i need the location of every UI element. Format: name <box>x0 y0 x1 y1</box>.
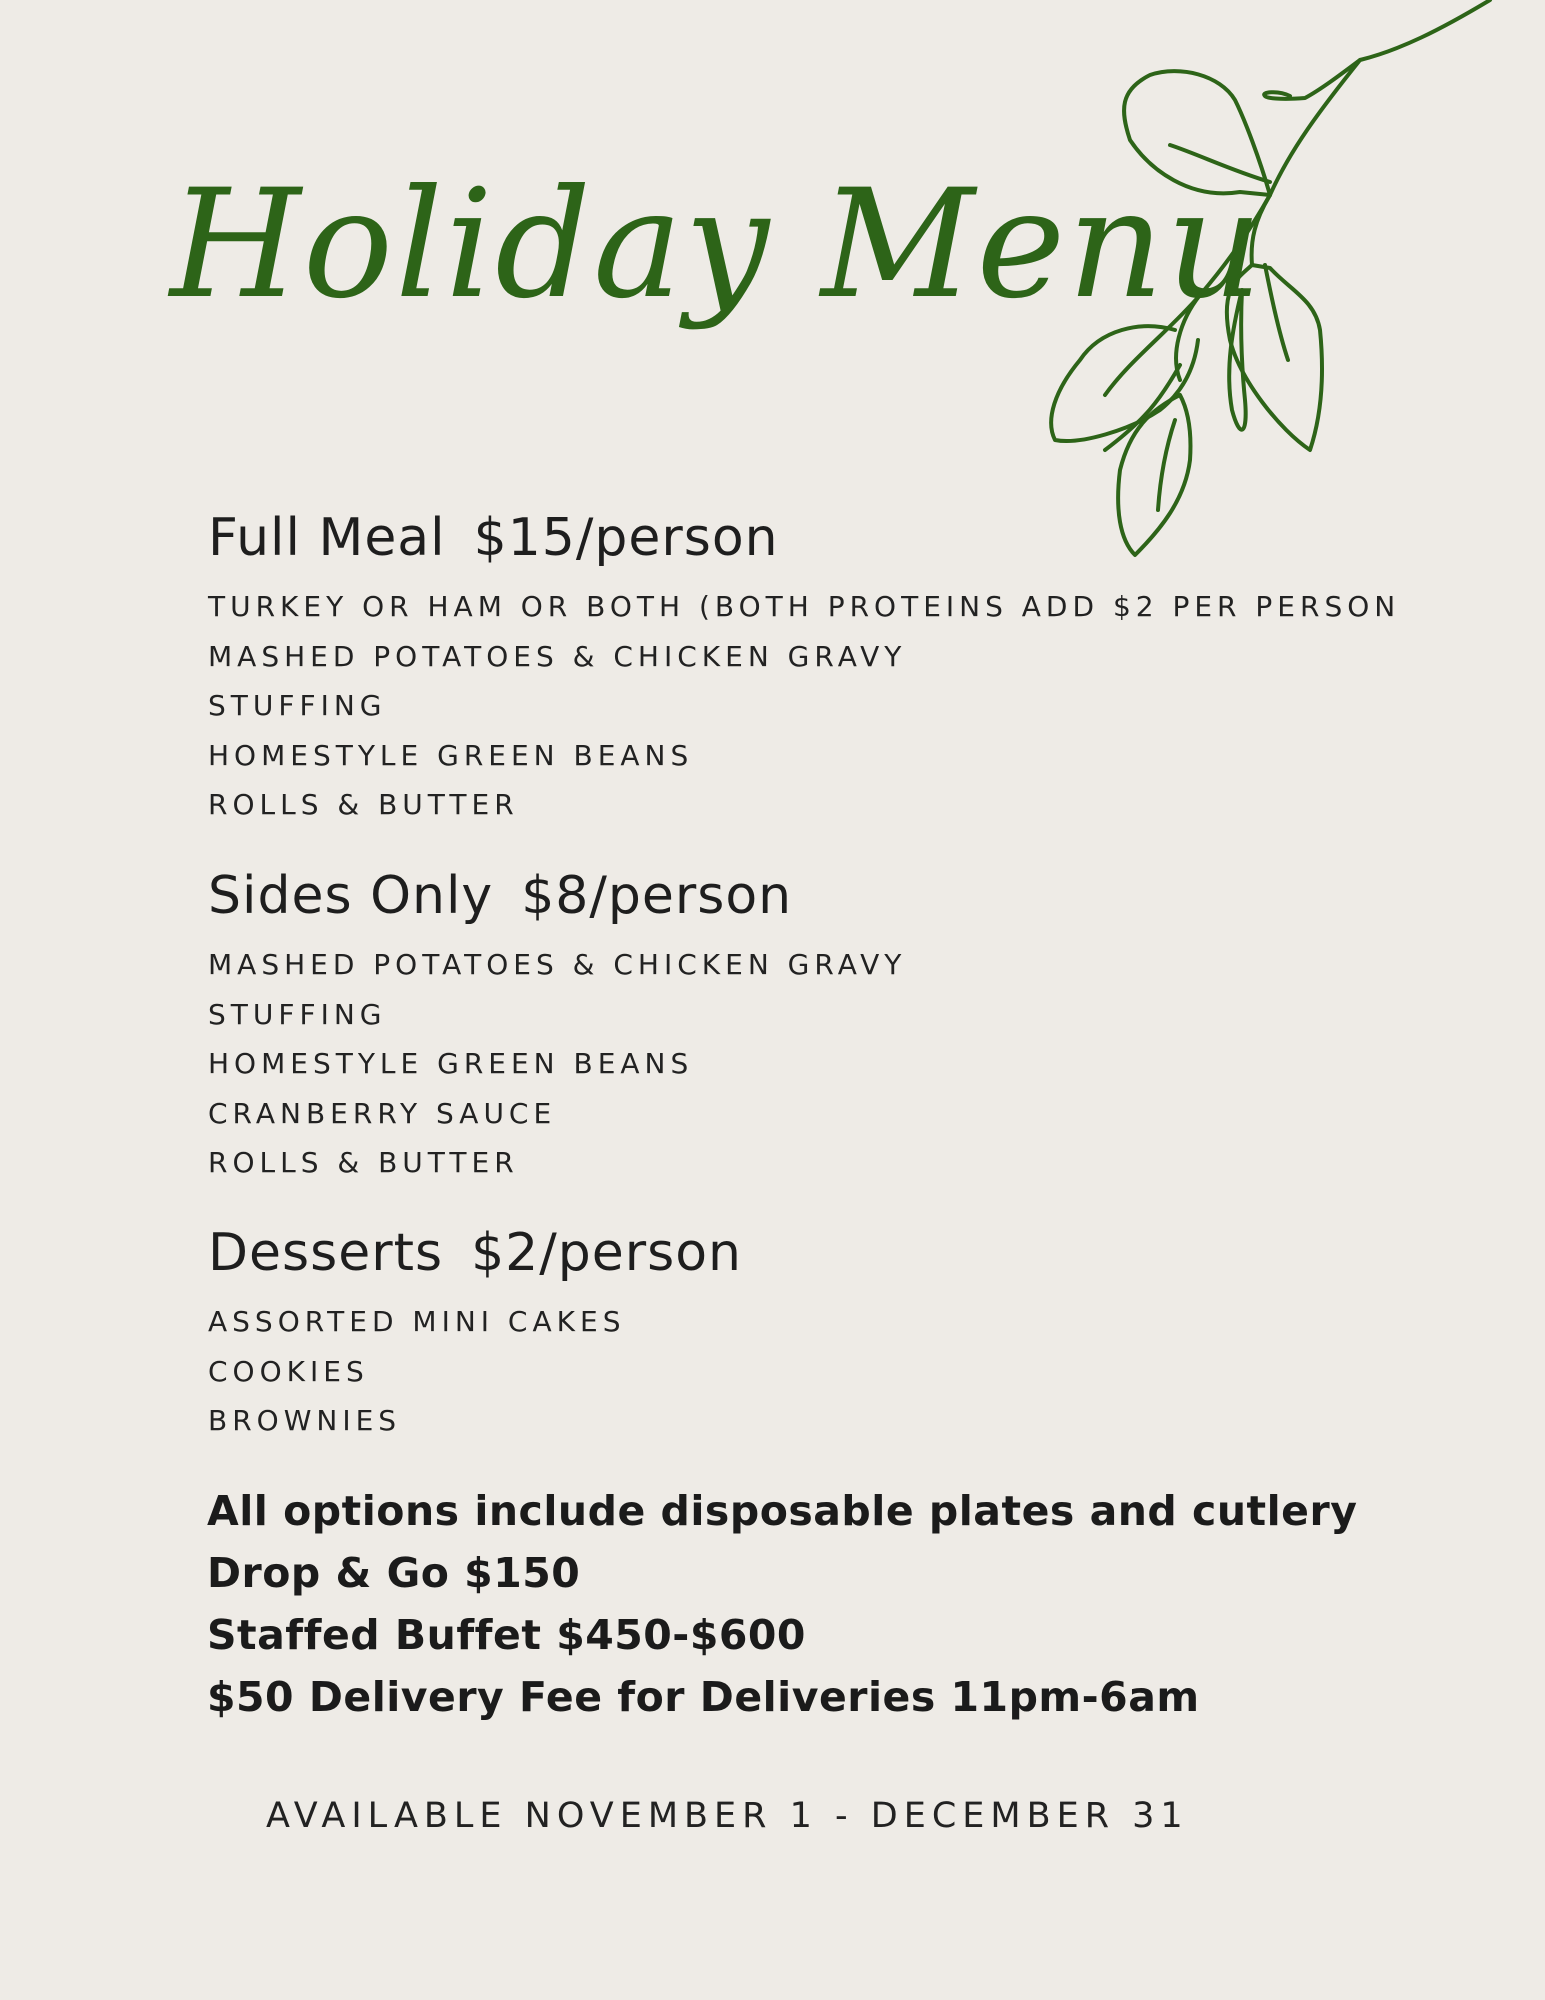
list-item: ROLLS & BUTTER <box>208 1146 519 1179</box>
list-item: MASHED POTATOES & CHICKEN GRAVY <box>208 948 907 981</box>
note-delivery-fee: $50 Delivery Fee for Deliveries 11pm-6am <box>207 1673 1200 1721</box>
sides-only-heading <box>208 866 906 926</box>
desserts-price: $2/person <box>471 1223 743 1283</box>
list-item: HOMESTYLE GREEN BEANS <box>208 738 694 772</box>
desserts-name: Desserts <box>208 1223 444 1283</box>
desserts-section <box>208 1223 742 1446</box>
sides-only-items <box>208 940 906 1188</box>
list-item: BROWNIES <box>208 1404 402 1437</box>
service-notes <box>207 1480 1357 1728</box>
full-meal-items <box>208 582 1400 830</box>
list-item: ROLLS & BUTTER <box>208 788 519 821</box>
sides-only-section <box>208 866 906 1188</box>
full-meal-section <box>208 508 1400 830</box>
sides-only-name: Sides Only <box>208 866 494 926</box>
note-staffed-buffet: Staffed Buffet $450-$600 <box>207 1611 806 1659</box>
note-cutlery: All options include disposable plates and cutlery <box>207 1487 1358 1535</box>
desserts-heading <box>208 1223 742 1283</box>
list-item: STUFFING <box>208 689 387 722</box>
page-title: Holiday Menu <box>170 158 1265 332</box>
note-drop-and-go: Drop & Go $150 <box>207 1549 581 1597</box>
full-meal-price: $15/person <box>473 508 779 568</box>
full-meal-heading <box>208 508 1400 568</box>
list-item: CRANBERRY SAUCE <box>208 1096 557 1130</box>
list-item: COOKIES <box>208 1354 369 1388</box>
list-item: MASHED POTATOES & CHICKEN GRAVY <box>208 639 907 673</box>
list-item: ASSORTED MINI CAKES <box>208 1305 626 1338</box>
leaf-branch-icon <box>1020 0 1545 570</box>
desserts-items <box>208 1297 742 1446</box>
full-meal-name: Full Meal <box>208 508 446 568</box>
availability-dates: AVAILABLE NOVEMBER 1 - DECEMBER 31 <box>266 1796 1189 1836</box>
list-item: TURKEY OR HAM OR BOTH (BOTH PROTEINS ADD $2 PER PERSON <box>208 590 1401 623</box>
sides-only-price: $8/person <box>521 866 793 926</box>
list-item: HOMESTYLE GREEN BEANS <box>208 1047 694 1080</box>
list-item: STUFFING <box>208 997 387 1031</box>
